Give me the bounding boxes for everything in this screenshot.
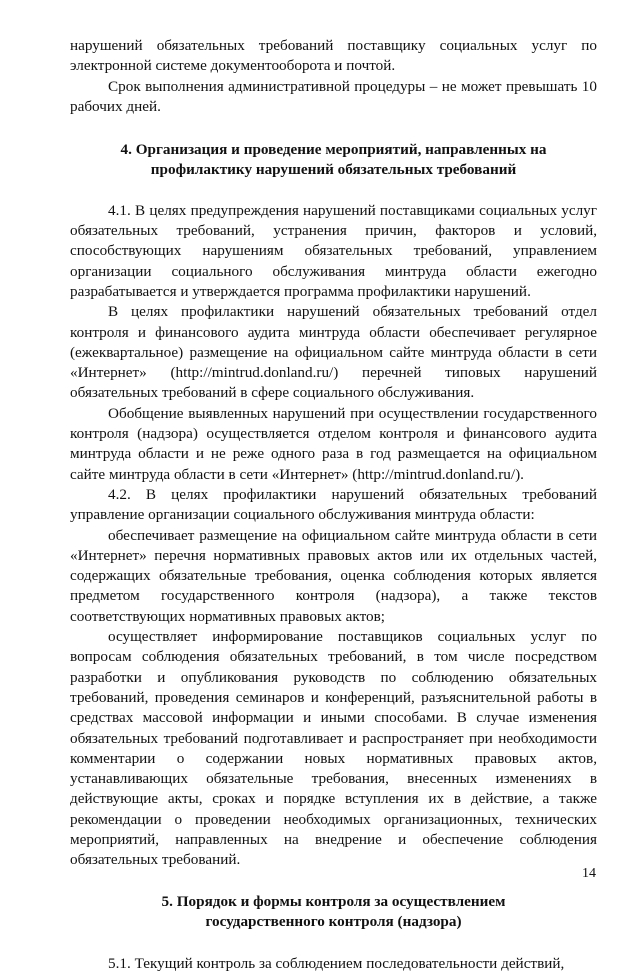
paragraph-5-1: 5.1. Текущий контроль за соблюдением последовательности действий, bbox=[108, 955, 565, 973]
section-4-title-line-2: профилактику нарушений обязательных требований bbox=[150, 161, 517, 179]
document-page bbox=[70, 36, 597, 974]
paragraph-4-2: 4.2. В целях профилактики нарушений обязательных требований управление организации социального обслуживания минтруда области: bbox=[70, 485, 597, 524]
paragraph-informing-duties: осуществляет информирование поставщиков социальных услуг по вопросам соблюдения обязательных требований, в том числе посредством разработки и опубликования руководств по соблюдению обязательных требований, проведения семинаров и конференций, разъяснительной работы в средствах массовой информации и иными способами. В случае изменения обязательных требований подготавливает и распространяет при необходимости комментарии о содержании новых нормативных правовых актов, устанавливающих обязательные требования, внесенных изменениях в действующие акты, сроках и порядке вступления их в действие, а также рекомендации о проведении необходимых организационных, технических мероприятий, направленных на внедрение и обеспечение соблюдения обязательных требований. bbox=[70, 628, 597, 869]
section-4-title-line-1: 4. Организация и проведение мероприятий, направленных на bbox=[120, 141, 547, 159]
page-number: 14 bbox=[582, 866, 596, 881]
section-5-title-line-2: государственного контроля (надзора) bbox=[205, 912, 462, 930]
section-4-heading bbox=[70, 140, 597, 181]
section-5-heading bbox=[70, 892, 597, 933]
paragraph-continuation: нарушений обязательных требований поставщику социальных услуг по электронной системе документооборота и почтой. bbox=[70, 37, 597, 75]
section-5-title-line-1: 5. Порядок и формы контроля за осуществлением bbox=[161, 892, 506, 910]
paragraph-violations-summary: Обобщение выявленных нарушений при осуществлении государственного контроля (надзора) осуществляется отделом контроля и финансового аудита минтруда области и не реже одного раза в год размещается на официальном сайте минтруда области в сети «Интернет» (http://mintrud.donland.ru/). bbox=[70, 404, 597, 483]
paragraph-4-1: 4.1. В целях предупреждения нарушений поставщиками социальных услуг обязательных требований, устранения причин, факторов и условий, способствующих нарушениям обязательных требований, управлением организации социального обслуживания минтруда области ежегодно разрабатывается и утверждается программа профилактики нарушений. bbox=[70, 201, 597, 300]
paragraph-deadline: Срок выполнения административной процедуры – не может превышать 10 рабочих дней. bbox=[70, 77, 597, 115]
paragraph-prevention-publication: В целях профилактики нарушений обязательных требований отдел контроля и финансового аудита минтруда области обеспечивает регулярное (ежеквартальное) размещение на официальном сайте минтруда области в сети «Интернет» (http://mintrud.donland.ru/) перечней типовых нарушений обязательных требований в сфере социального обслуживания. bbox=[70, 303, 597, 402]
paragraph-publication-duties: обеспечивает размещение на официальном сайте минтруда области в сети «Интернет» перечня нормативных правовых актов или их отдельных частей, содержащих обязательные требования, оценка соблюдения которых является предметом государственного контроля (надзора), а также текстов соответствующих нормативных правовых актов; bbox=[70, 526, 597, 625]
